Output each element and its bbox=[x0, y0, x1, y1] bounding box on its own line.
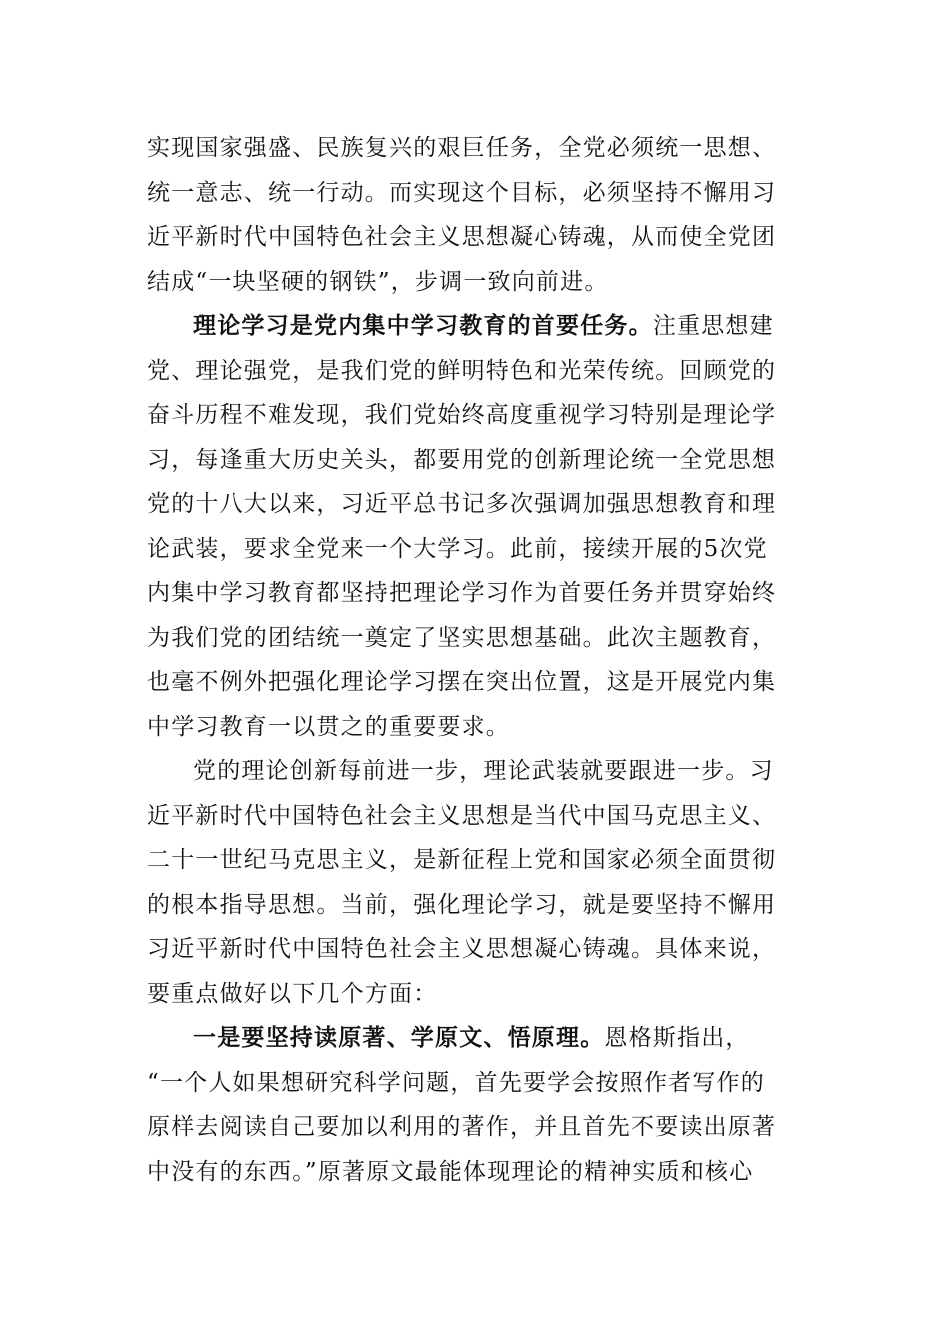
paragraph-4 bbox=[147, 1016, 817, 1194]
paragraph-1 bbox=[147, 126, 817, 304]
text-line: 内集中学习教育都坚持把理论学习作为首要任务并贯穿始终 bbox=[147, 580, 777, 606]
text-line: 为我们党的团结统一奠定了坚实思想基础。此次主题教育， bbox=[147, 624, 777, 651]
text-line: 结成“一块坚硬的钢铁”，步调一致向前进。 bbox=[147, 268, 609, 295]
text-line-first bbox=[147, 304, 817, 349]
text-line: 统一意志、统一行动。而实现这个目标，必须坚持不懈用习 bbox=[147, 179, 777, 206]
text-line-first: 党的理论创新每前进一步，理论武装就要跟进一步。习 bbox=[193, 758, 774, 784]
document-body bbox=[147, 126, 817, 1194]
text-line: 要重点做好以下几个方面： bbox=[147, 980, 438, 1007]
text-line: 习近平新时代中国特色社会主义思想凝心铸魂。具体来说， bbox=[147, 936, 777, 962]
text-line: 近平新时代中国特色社会主义思想是当代中国马克思主义、 bbox=[147, 802, 777, 829]
text-line: 中学习教育一以贯之的重要要求。 bbox=[147, 713, 510, 740]
text-line: “一个人如果想研究科学问题，首先要学会按照作者写作的 bbox=[147, 1069, 765, 1096]
paragraph-3 bbox=[147, 749, 817, 1016]
text-line: 原样去阅读自己要加以利用的著作，并且首先不要读出原著 bbox=[147, 1114, 777, 1140]
bold-heading: 一是要坚持读原著、学原文、悟原理。 bbox=[193, 1024, 605, 1051]
text-line: 奋斗历程不难发现，我们党始终高度重视学习特别是理论学 bbox=[147, 402, 777, 428]
text-line: 也毫不例外把强化理论学习摆在突出位置，这是开展党内集 bbox=[147, 669, 777, 695]
text-run: 注重思想建 bbox=[652, 313, 774, 339]
text-line: 党的十八大以来，习近平总书记多次强调加强思想教育和理 bbox=[147, 491, 777, 517]
text-line: 近平新时代中国特色社会主义思想凝心铸魂，从而使全党团 bbox=[147, 224, 777, 250]
text-line: 论武装，要求全党来一个大学习。此前，接续开展的5次党 bbox=[147, 535, 768, 562]
text-line: 中没有的东西。”原著原文最能体现理论的精神实质和核心 bbox=[147, 1158, 754, 1185]
text-line: 的根本指导思想。当前，强化理论学习，就是要坚持不懈用 bbox=[147, 891, 777, 918]
paragraph-2 bbox=[147, 304, 817, 749]
text-run: 恩格斯指出， bbox=[604, 1025, 750, 1051]
text-line: 党、理论强党，是我们党的鲜明特色和光荣传统。回顾党的 bbox=[147, 357, 777, 384]
text-line: 习，每逢重大历史关头，都要用党的创新理论统一全党思想 bbox=[147, 446, 777, 473]
text-line: 实现国家强盛、民族复兴的艰巨任务，全党必须统一思想、 bbox=[147, 135, 777, 161]
text-line-first bbox=[147, 1016, 817, 1061]
text-line: 二十一世纪马克思主义，是新征程上党和国家必须全面贯彻 bbox=[147, 847, 777, 873]
bold-heading: 理论学习是党内集中学习教育的首要任务。 bbox=[193, 312, 653, 339]
